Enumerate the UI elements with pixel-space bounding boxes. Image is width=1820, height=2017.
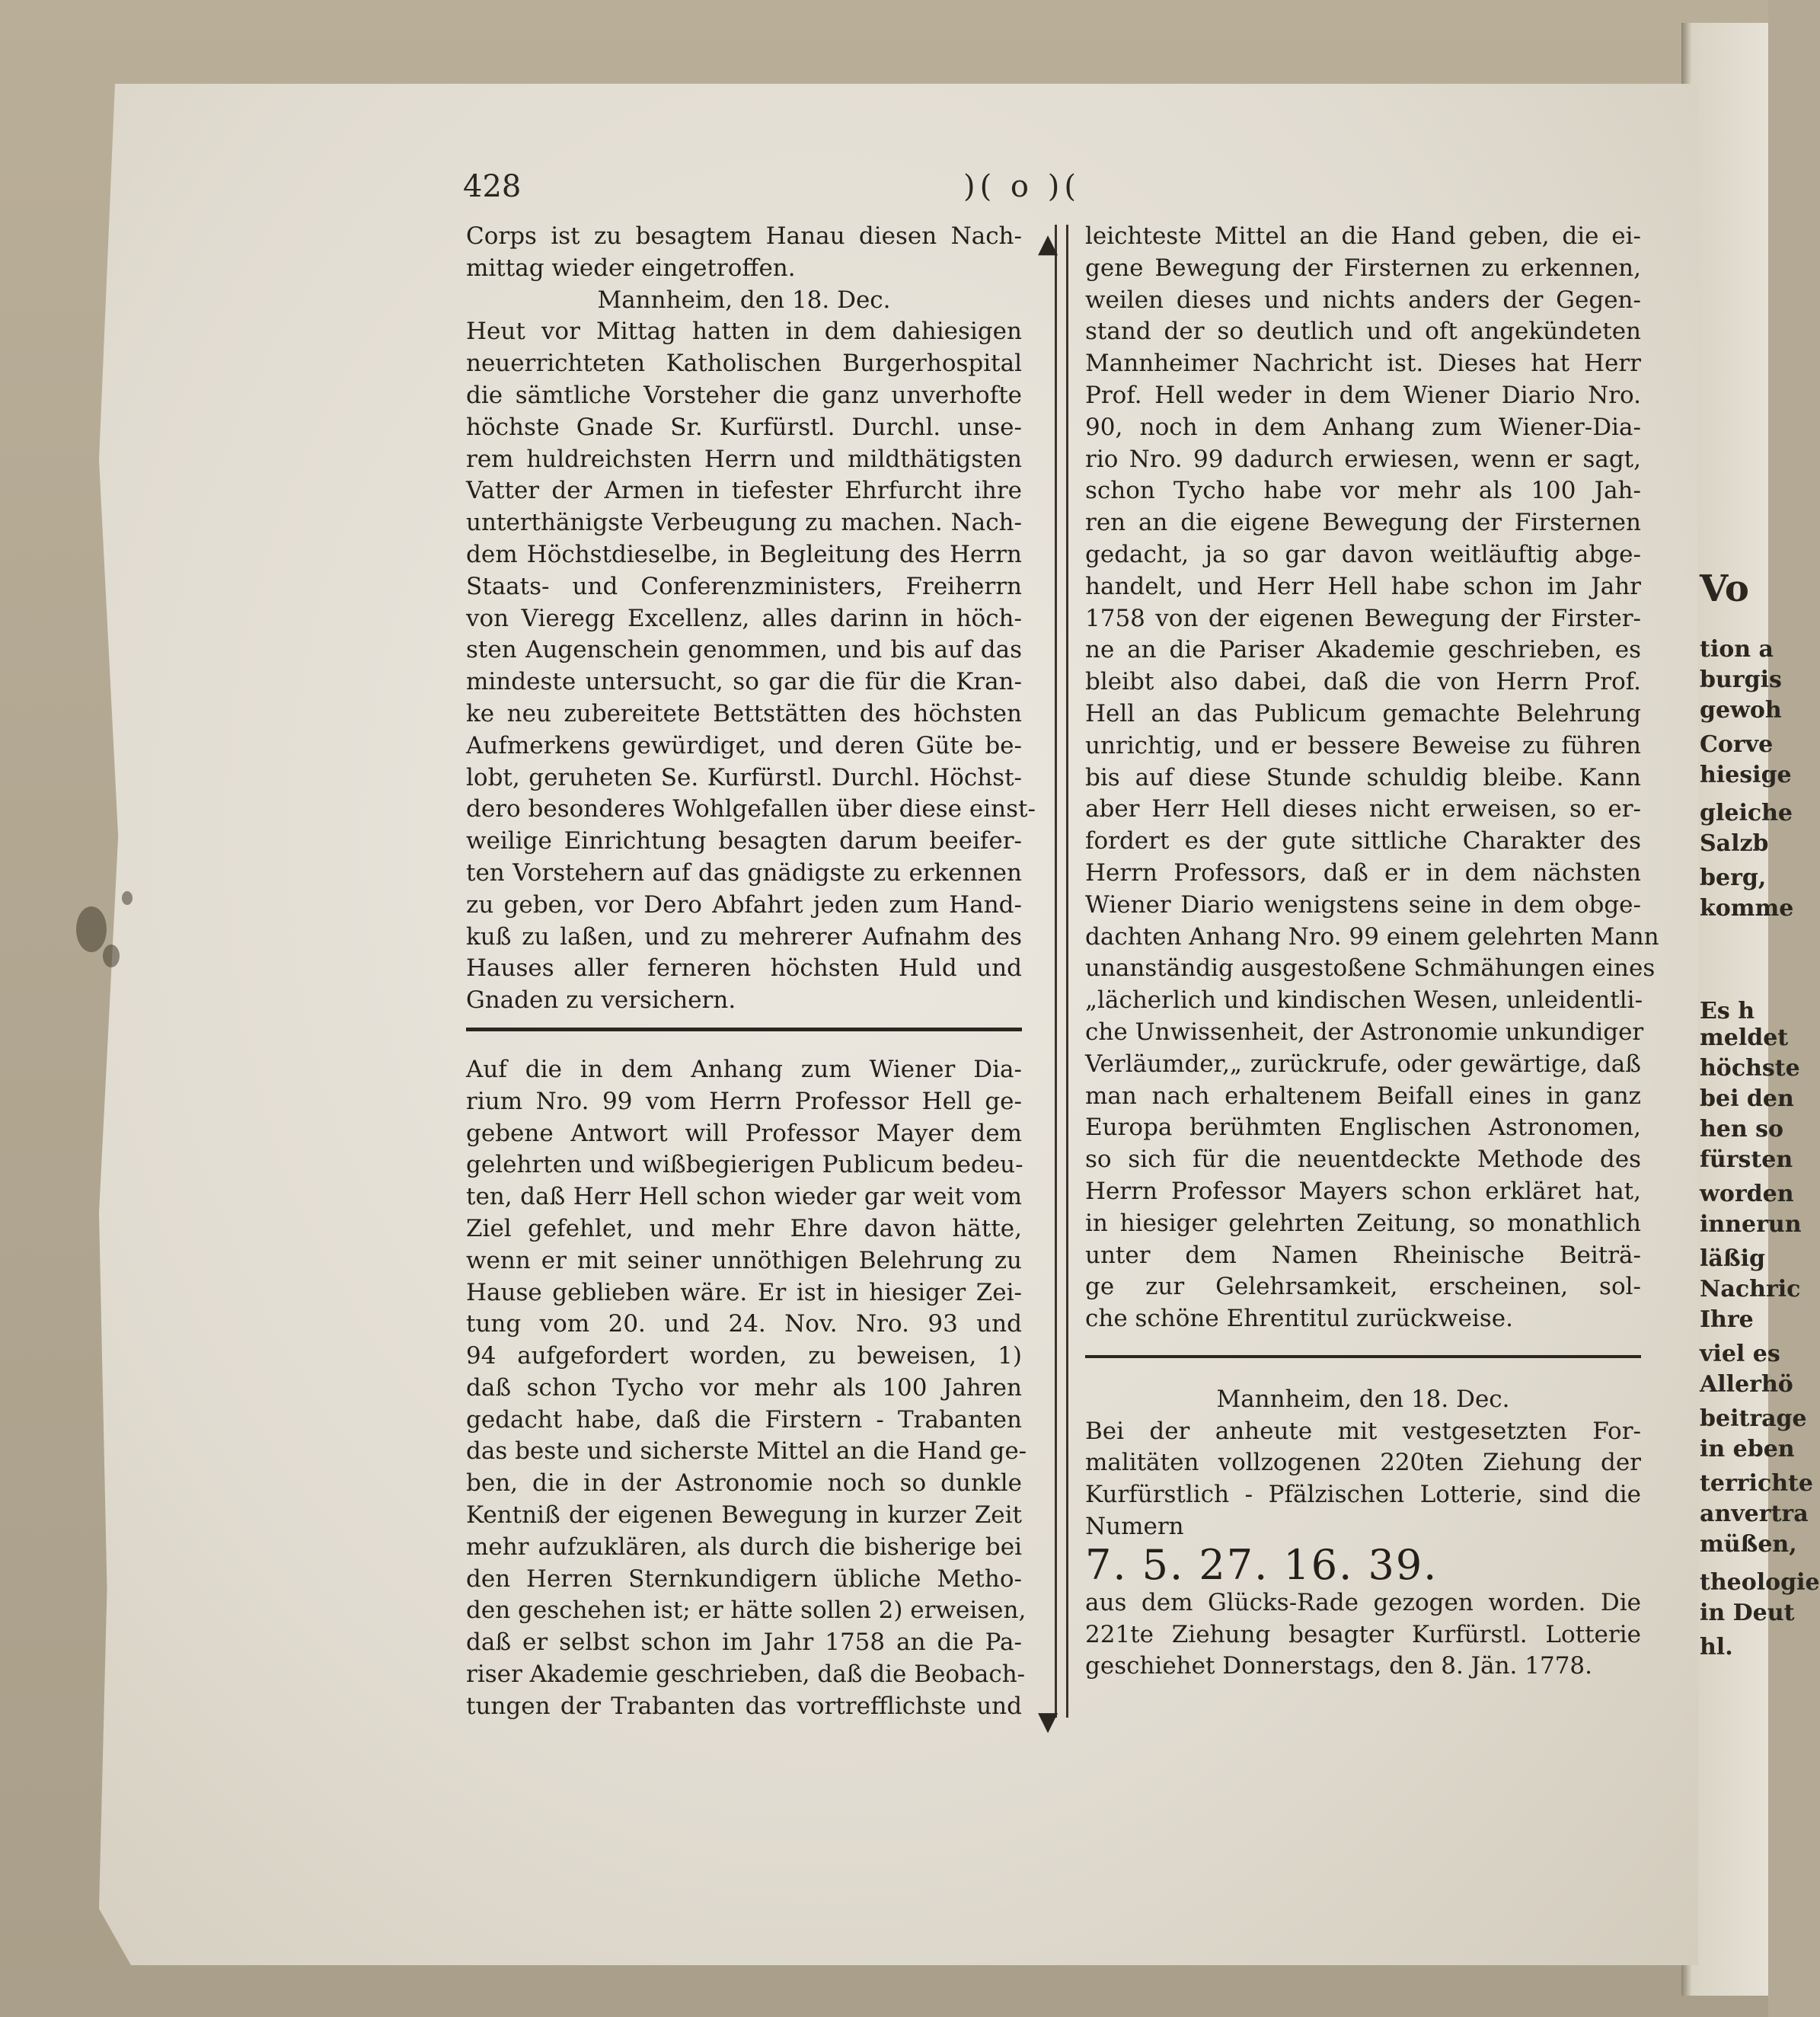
text-line: Verläumder,„ zurückrufe, oder gewärtige, daß <box>1085 1050 1641 1078</box>
text-line: stand der so deutlich und oft angekündeten <box>1085 318 1641 346</box>
adjacent-page-fragment: anvertra <box>1700 1501 1809 1527</box>
text-line: den Herren Sternkundigern übliche Metho- <box>466 1565 1022 1593</box>
text-line: Auf die in dem Anhang zum Wiener Dia- <box>466 1055 1022 1083</box>
text-line: Herrn Professors, daß er in dem nächsten <box>1085 858 1641 887</box>
text-line: Vatter der Armen in tiefester Ehrfurcht ihre <box>466 477 1022 505</box>
text-line: Mannheimer Nachricht ist. Dieses hat Herr <box>1085 350 1641 378</box>
adjacent-page-fragment: hen so <box>1700 1116 1784 1143</box>
text-line: zu geben, vor Dero Abfahrt jeden zum Hand- <box>466 890 1022 919</box>
text-line: den geschehen ist; er hätte sollen 2) erweisen, <box>466 1597 1027 1625</box>
adjacent-page-fragment: Nachric <box>1700 1276 1801 1303</box>
text-line: lobt, geruheten Se. Kurfürstl. Durchl. Höchst- <box>466 763 1022 791</box>
text-line: Hause geblieben wäre. Er ist in hiesiger Zei- <box>466 1278 1022 1306</box>
text-line: Numern <box>1085 1513 1184 1541</box>
divider-top-ornament: ▲ <box>1038 229 1058 259</box>
text-line: Hell an das Publicum gemachte Belehrung <box>1085 699 1641 727</box>
text-line: che Unwissenheit, der Astronomie unkundiger <box>1085 1018 1644 1046</box>
text-line: Kurfürstlich - Pfälzischen Lotterie, sind die <box>1085 1481 1641 1509</box>
adjacent-page-fragment: Vo <box>1700 567 1749 610</box>
text-line: 1758 von der eigenen Bewegung der Firster- <box>1085 604 1641 632</box>
text-line: mehr aufzuklären, als durch die bisherige bei <box>466 1533 1022 1561</box>
adjacent-page-fragment: Ihre <box>1700 1306 1754 1333</box>
text-line: geschiehet Donnerstags, den 8. Jän. 1778. <box>1085 1652 1593 1680</box>
text-line: gedacht habe, daß die Firstern - Trabanten <box>466 1405 1022 1434</box>
column-divider <box>1055 225 1068 1718</box>
text-line: daß er selbst schon im Jahr 1758 an die Pa- <box>466 1629 1022 1657</box>
text-line: Wiener Diario wenigstens seine in dem obge- <box>1085 890 1641 919</box>
adjacent-page-fragment: Allerhö <box>1700 1371 1793 1398</box>
text-line: ten, daß Herr Hell schon wieder gar weit vom <box>466 1183 1022 1211</box>
text-line: handelt, und Herr Hell habe schon im Jahr <box>1085 572 1641 600</box>
text-line: die sämtliche Vorsteher die ganz unverhofte <box>466 381 1022 409</box>
lottery-numbers: 7. 5. 27. 16. 39. <box>1085 1540 1438 1589</box>
text-line: unter dem Namen Rheinische Beiträ- <box>1085 1241 1641 1269</box>
adjacent-page-fragment: beitrage <box>1700 1405 1807 1432</box>
dateline: Mannheim, den 18. Dec. <box>1216 1385 1510 1413</box>
text-line: rio Nro. 99 dadurch erwiesen, wenn er sagt, <box>1085 445 1641 473</box>
text-line: tung vom 20. und 24. Nov. Nro. 93 und <box>466 1310 1022 1338</box>
right-column <box>1085 221 1659 1683</box>
text-line: bis auf diese Stunde schuldig bleibe. Kann <box>1085 763 1641 791</box>
text-line: daß schon Tycho vor mehr als 100 Jahren <box>466 1373 1022 1402</box>
page-number: 428 <box>463 169 522 204</box>
adjacent-page-fragment: hiesige <box>1700 762 1792 788</box>
adjacent-page-fragment: hl. <box>1700 1634 1733 1661</box>
text-line: kuß zu laßen, und zu mehrerer Aufnahm des <box>466 922 1022 951</box>
text-line: dem Höchstdieselbe, in Begleitung des Herrn <box>466 540 1022 568</box>
text-line: 94 aufgefordert worden, zu beweisen, 1) <box>466 1342 1022 1370</box>
text-line: che schöne Ehrentitul zurückweise. <box>1085 1305 1514 1333</box>
text-line: gedacht, ja so gar davon weitläuftig abge- <box>1085 540 1641 568</box>
text-line: Prof. Hell weder in dem Wiener Diario Nro. <box>1085 381 1641 409</box>
text-line: gene Bewegung der Firsternen zu erkennen, <box>1085 254 1641 282</box>
text-line: ten Vorstehern auf das gnädigste zu erkennen <box>466 858 1022 887</box>
text-line: ne an die Pariser Akademie geschrieben, es <box>1085 636 1641 664</box>
ink-stain <box>103 945 120 967</box>
text-line: gebene Antwort will Professor Mayer dem <box>466 1119 1022 1147</box>
text-line: riser Akademie geschrieben, daß die Beobach- <box>466 1661 1026 1689</box>
adjacent-page-fragment: innerun <box>1700 1211 1802 1238</box>
adjacent-page-fragment: viel es <box>1700 1341 1780 1367</box>
text-line: so sich für die neuentdeckte Methode des <box>1085 1146 1641 1174</box>
text-line: 221te Ziehung besagter Kurfürstl. Lotterie <box>1085 1620 1641 1648</box>
text-line: man nach erhaltenem Beifall eines in ganz <box>1085 1082 1641 1110</box>
ink-stain <box>76 906 107 952</box>
adjacent-page-fragment: gleiche <box>1700 800 1793 826</box>
text-line: Hauses aller ferneren höchsten Huld und <box>466 954 1022 983</box>
text-line: weilige Einrichtung besagten darum beeifer- <box>466 827 1022 855</box>
adjacent-page-fragment: höchste <box>1700 1055 1800 1082</box>
left-article-2 <box>466 1054 1027 1723</box>
adjacent-page-fragment: Es h <box>1700 998 1755 1024</box>
adjacent-page-fragment: worden <box>1700 1181 1794 1207</box>
text-line: ke neu zubereitete Bettstätten des höchsten <box>466 699 1022 727</box>
text-line: rem huldreichsten Herrn und mildthätigsten <box>466 445 1022 473</box>
adjacent-page-fragment: theologie <box>1700 1569 1820 1596</box>
text-line: unrichtig, und er bessere Beweise zu führen <box>1085 731 1641 759</box>
left-article <box>466 221 1036 1017</box>
text-line: dachten Anhang Nro. 99 einem gelehrten Mann <box>1085 922 1659 951</box>
text-line: Aufmerkens gewürdiget, und deren Güte be- <box>466 731 1022 759</box>
adjacent-page-fragment: in Deut <box>1700 1600 1795 1626</box>
adjacent-page-fragment: burgis <box>1700 666 1782 693</box>
text-line: Europa berühmten Englischen Astronomen, <box>1085 1114 1641 1142</box>
divider-bottom-ornament: ▼ <box>1038 1706 1058 1737</box>
text-line: mindeste untersucht, so gar die für die Kran- <box>466 668 1022 696</box>
adjacent-page-fragment: Corve <box>1700 731 1774 758</box>
adjacent-page-fragment: läßig <box>1700 1245 1766 1272</box>
text-line: das beste und sicherste Mittel an die Hand ge- <box>466 1437 1027 1466</box>
adjacent-page-fragment: berg, <box>1700 865 1767 891</box>
text-line: leichteste Mittel an die Hand geben, die ei- <box>1085 222 1641 250</box>
text-line: bleibt also dabei, daß die von Herrn Prof. <box>1085 668 1641 696</box>
text-line: weilen dieses und nichts anders der Gegen- <box>1085 286 1641 314</box>
page-ornament: )( o )( <box>963 169 1081 204</box>
text-line: wenn er mit seiner unnöthigen Belehrung zu <box>466 1246 1022 1274</box>
text-line: von Vieregg Excellenz, alles darinn in höch- <box>466 604 1022 632</box>
text-line: Corps ist zu besagtem Hanau diesen Nach- <box>466 222 1022 250</box>
adjacent-page-fragment: tion a <box>1700 636 1774 663</box>
text-line: aber Herr Hell dieses nicht erweisen, so er- <box>1085 795 1641 823</box>
text-line: unterthänigste Verbeugung zu machen. Nach- <box>466 509 1022 537</box>
text-line: tungen der Trabanten das vortrefflichste und <box>466 1692 1022 1720</box>
article-rule <box>466 1028 1022 1031</box>
text-line: 90, noch in dem Anhang zum Wiener-Dia- <box>1085 413 1641 441</box>
text-line: neuerrichteten Katholischen Burgerhospital <box>466 350 1022 378</box>
text-line: in hiesiger gelehrten Zeitung, so monathlich <box>1085 1209 1641 1237</box>
text-line: Gnaden zu versichern. <box>466 986 736 1015</box>
text-line: gelehrten und wißbegierigen Publicum bedeu- <box>466 1151 1023 1179</box>
text-line: Kentniß der eigenen Bewegung in kurzer Zeit <box>466 1501 1022 1530</box>
article-rule <box>1085 1355 1641 1358</box>
text-line: malitäten vollzogenen 220ten Ziehung der <box>1085 1449 1641 1477</box>
text-line: Mannheim, den 18. Dec. <box>597 286 891 314</box>
text-line: ben, die in der Astronomie noch so dunkle <box>466 1469 1022 1498</box>
adjacent-page-fragment: müßen, <box>1700 1531 1797 1558</box>
right-article <box>1085 221 1659 1335</box>
adjacent-page-fragment: Salzb <box>1700 830 1769 857</box>
text-line: Ziel gefehlet, und mehr Ehre davon hätte, <box>466 1214 1022 1242</box>
text-line: Herrn Professor Mayers schon erkläret hat, <box>1085 1177 1641 1205</box>
text-line: ren an die eigene Bewegung der Firsternen <box>1085 509 1641 537</box>
text-line: Bei der anheute mit vestgesetzten For- <box>1085 1417 1641 1445</box>
text-line: Staats- und Conferenzministers, Freiherrn <box>466 572 1022 600</box>
text-line: Heut vor Mittag hatten in dem dahiesigen <box>466 318 1022 346</box>
left-column <box>466 221 1036 1723</box>
text-line: rium Nro. 99 vom Herrn Professor Hell ge- <box>466 1087 1022 1115</box>
lottery-notice <box>1085 1416 1641 1543</box>
adjacent-page-fragment: terrichte <box>1700 1470 1813 1497</box>
lottery-closing <box>1085 1587 1641 1683</box>
text-line: ge zur Gelehrsamkeit, erscheinen, sol- <box>1085 1273 1641 1301</box>
text-line: aus dem Glücks-Rade gezogen worden. Die <box>1085 1588 1641 1616</box>
text-line: dero besonderes Wohlgefallen über diese einst- <box>466 795 1036 823</box>
text-line: schon Tycho habe vor mehr als 100 Jah- <box>1085 477 1641 505</box>
adjacent-page-fragment: gewoh <box>1700 697 1782 724</box>
text-line: höchste Gnade Sr. Kurfürstl. Durchl. unse- <box>466 413 1022 441</box>
text-line: fordert es der gute sittliche Charakter des <box>1085 827 1641 855</box>
adjacent-page-fragment: in eben <box>1700 1436 1795 1462</box>
adjacent-page-fragment: bei den <box>1700 1085 1794 1112</box>
text-line: „lächerlich und kindischen Wesen, unleidentli- <box>1085 986 1643 1015</box>
adjacent-page-fragment: komme <box>1700 895 1794 922</box>
text-line: sten Augenschein genommen, und bis auf das <box>466 636 1022 664</box>
text-line: mittag wieder eingetroffen. <box>466 254 796 282</box>
text-line: unanständig ausgestoßene Schmähungen eines <box>1085 954 1656 983</box>
ink-stain <box>122 891 133 905</box>
adjacent-page-fragment: fürsten <box>1700 1146 1793 1173</box>
adjacent-page-fragment: meldet <box>1700 1024 1789 1051</box>
